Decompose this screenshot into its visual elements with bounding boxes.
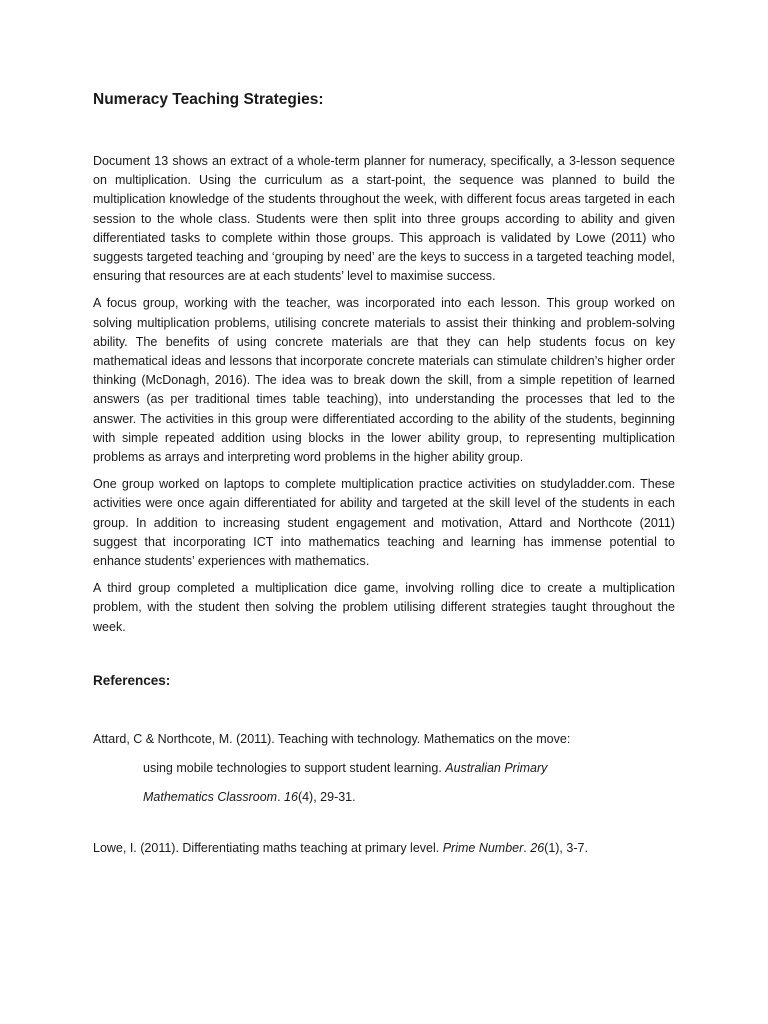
reference-attard-northcote (93, 725, 675, 812)
reference-attard-line2 (93, 754, 675, 783)
reference-attard-sep: . (277, 789, 285, 804)
paragraph-overview: Document 13 shows an extract of a whole-term planner for numeracy, specifically, a 3-lesson sequence on multiplication. Using the curriculum as a start-point, the sequence was planned to build the multiplication knowledge of the students throughout the week, with different focus areas targeted in each session to the whole class. Students were then split into three groups according to ability and given differentiated tasks to complete within those groups. This approach is validated by Lowe (2011) who suggests targeted teaching and ‘grouping by need’ are the keys to success in a targeted teaching model, ensuring that resources are at each students’ level to maximise success. (93, 154, 675, 284)
reference-attard-volume: 16 (284, 789, 298, 804)
references-heading: References: (93, 672, 171, 688)
paragraph-dice-group: A third group completed a multiplication dice game, involving rolling dice to create a multiplication problem, with the student then solving the problem utilising different strategies taught throughout the week. (93, 581, 675, 634)
reference-lowe-issue-pages: (1), 3-7. (544, 840, 588, 855)
reference-attard-line2-text: using mobile technologies to support student learning. (143, 760, 446, 775)
paragraph-laptop-group: One group worked on laptops to complete multiplication practice activities on studyladder.com. These activities were once again differentiated for ability and targeted at the skill level of the students in each group. In addition to increasing student engagement and motivation, Attard and Northcote (2011) suggest that incorporating ICT into mathematics teaching and learning has immense potential to enhance students’ experiences with mathematics. (93, 477, 675, 569)
reference-attard-line1: Attard, C & Northcote, M. (2011). Teaching with technology. Mathematics on the move: (93, 731, 571, 746)
reference-lowe-volume: 26 (530, 840, 545, 855)
reference-attard-journal-a: Australian Primary (445, 760, 548, 775)
document-title: Numeracy Teaching Strategies: (93, 91, 324, 108)
reference-lowe-text-a: Lowe, I. (2011). Differentiating maths teaching at primary level. (93, 840, 443, 855)
reference-lowe-journal: Prime Number (442, 840, 524, 855)
reference-attard-journal-b: Mathematics Classroom (143, 789, 278, 804)
reference-attard-issue-pages: (4), 29-31. (297, 789, 356, 804)
document-body (93, 88, 675, 885)
paragraph-focus-group: A focus group, working with the teacher, was incorporated into each lesson. This group worked on solving multiplication problems, utilising concrete materials to assist their thinking and problem-solving ability. The benefits of using concrete materials are that they can help students focus on key mathematical ideas and lessons that incorporate concrete materials can stimulate children’s higher order thinking (McDonagh, 2016). The idea was to break down the skill, from a simple repetition of learned answers (as per traditional times table teaching), into understanding the processes that led to the answer. The activities in this group were differentiated according to the ability of the students, beginning with simple repeated addition using blocks in the lower ability group, to representing multiplication problems as arrays and interpreting word problems in the higher ability group. (93, 296, 675, 465)
reference-lowe-sep: . (523, 840, 531, 855)
reference-lowe (93, 834, 675, 863)
reference-attard-line3 (93, 783, 675, 812)
